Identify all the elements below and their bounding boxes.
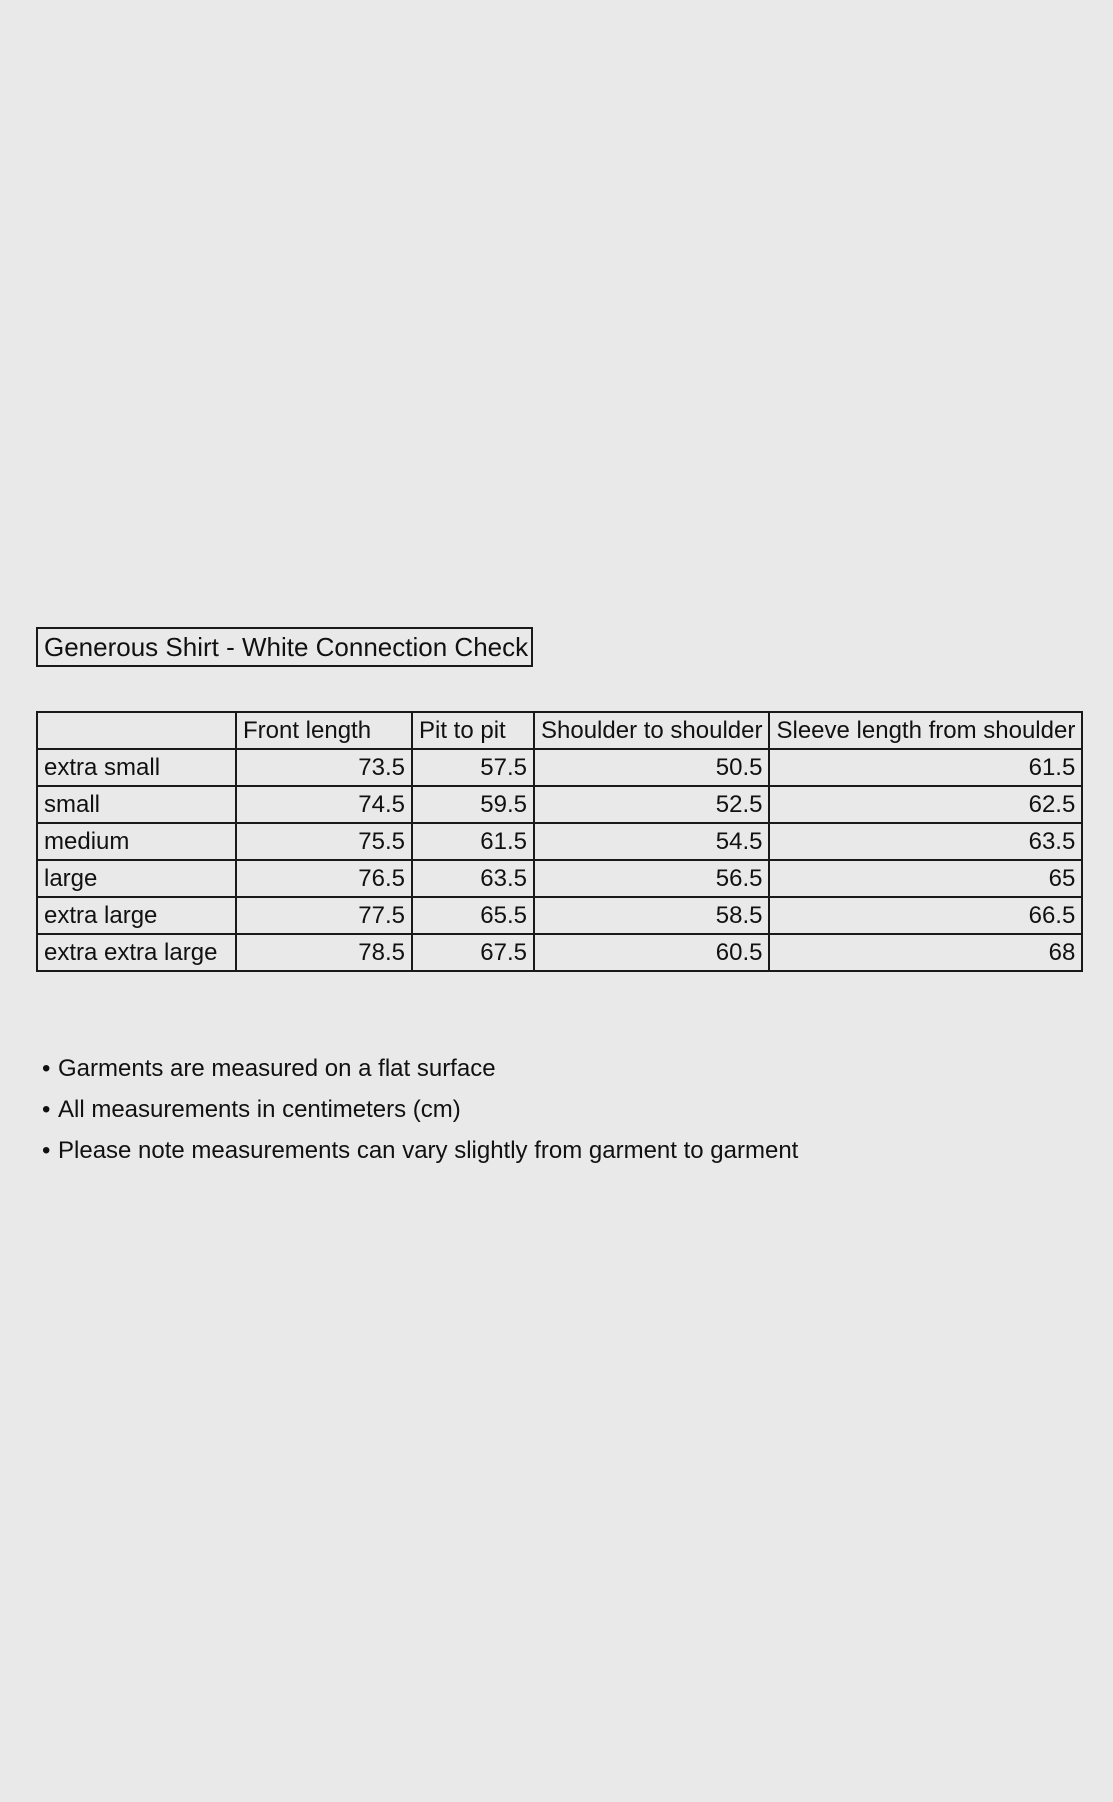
header-cell-front-length: Front length: [236, 712, 412, 749]
bullet: •: [42, 1137, 51, 1164]
sleeve-length-value: 62.5: [769, 786, 1082, 823]
shoulder-to-shoulder-value: 58.5: [534, 897, 769, 934]
front-length-value: 76.5: [236, 860, 412, 897]
size-label: extra extra large: [37, 934, 236, 971]
front-length-value: 73.5: [236, 749, 412, 786]
bullet: •: [42, 1096, 51, 1123]
table-row: [37, 749, 1082, 786]
shoulder-to-shoulder-value: 52.5: [534, 786, 769, 823]
table-row: [37, 934, 1082, 971]
size-label: extra small: [37, 749, 236, 786]
sleeve-length-value: 63.5: [769, 823, 1082, 860]
front-length-value: 77.5: [236, 897, 412, 934]
measurement-notes: [42, 1048, 798, 1171]
size-label: medium: [37, 823, 236, 860]
pit-to-pit-value: 61.5: [412, 823, 534, 860]
note-text: Garments are measured on a flat surface: [58, 1055, 496, 1082]
pit-to-pit-value: 67.5: [412, 934, 534, 971]
size-label: extra large: [37, 897, 236, 934]
note-item: [42, 1089, 798, 1130]
shoulder-to-shoulder-value: 56.5: [534, 860, 769, 897]
note-text: Please note measurements can vary slightly from garment to garment: [58, 1137, 799, 1164]
header-cell-shoulder-to-shoulder: Shoulder to shoulder: [534, 712, 769, 749]
pit-to-pit-value: 59.5: [412, 786, 534, 823]
header-cell-blank: [37, 712, 236, 749]
size-label: small: [37, 786, 236, 823]
pit-to-pit-value: 57.5: [412, 749, 534, 786]
header-cell-sleeve-length: Sleeve length from shoulder: [769, 712, 1082, 749]
table-row: [37, 823, 1082, 860]
size-label: large: [37, 860, 236, 897]
page-title: [36, 627, 533, 667]
pit-to-pit-value: 63.5: [412, 860, 534, 897]
header-cell-pit-to-pit: Pit to pit: [412, 712, 534, 749]
table-row: [37, 860, 1082, 897]
shoulder-to-shoulder-value: 60.5: [534, 934, 769, 971]
table-row: [37, 897, 1082, 934]
front-length-value: 74.5: [236, 786, 412, 823]
note-text: All measurements in centimeters (cm): [58, 1096, 461, 1123]
shoulder-to-shoulder-value: 50.5: [534, 749, 769, 786]
pit-to-pit-value: 65.5: [412, 897, 534, 934]
sleeve-length-value: 65: [769, 860, 1082, 897]
sleeve-length-value: 61.5: [769, 749, 1082, 786]
shoulder-to-shoulder-value: 54.5: [534, 823, 769, 860]
sleeve-length-value: 66.5: [769, 897, 1082, 934]
front-length-value: 78.5: [236, 934, 412, 971]
bullet: •: [42, 1055, 51, 1082]
title-text: Generous Shirt - White Connection Check: [44, 631, 529, 662]
front-length-value: 75.5: [236, 823, 412, 860]
note-item: [42, 1130, 798, 1171]
size-chart-table: [36, 711, 1083, 972]
table-header-row: [37, 712, 1082, 749]
note-item: [42, 1048, 798, 1089]
table-row: [37, 786, 1082, 823]
sleeve-length-value: 68: [769, 934, 1082, 971]
